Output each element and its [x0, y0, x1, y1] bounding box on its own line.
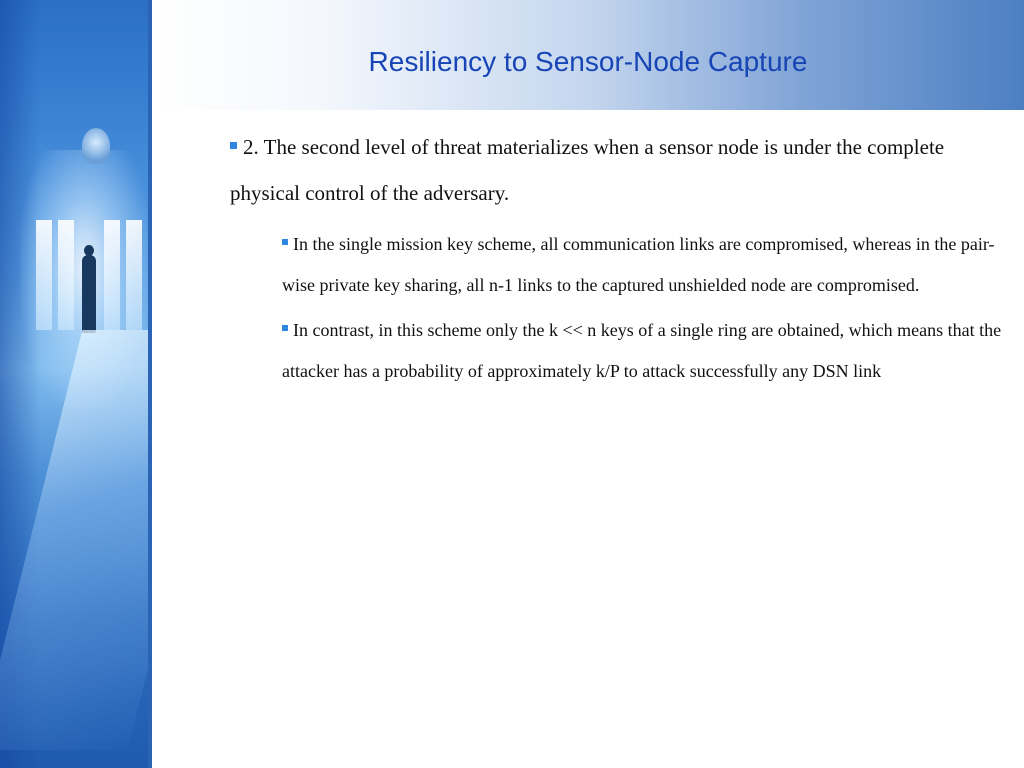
bullet-text: In contrast, in this scheme only the k << n keys of a single ring are obtained, which means that the attacker has a probability of approximately k/P to attack successfully any DSN link [282, 320, 1002, 381]
bullet-text: In the single mission key scheme, all communication links are compromised, whereas in the pair-wise private key sharing, all n-1 links to the captured unshielded node are compromised. [282, 234, 995, 295]
person-silhouette-icon [82, 255, 96, 333]
square-bullet-icon [282, 239, 288, 245]
bullet-level-2 [282, 224, 1010, 306]
bullet-text: 2. The second level of threat materializes when a sensor node is under the complete physical control of the adversary. [230, 135, 945, 205]
ceiling-lamp-icon [82, 128, 110, 164]
slide-content [230, 124, 1010, 392]
square-bullet-icon [282, 325, 288, 331]
slide-title: Resiliency to Sensor-Node Capture [368, 46, 808, 77]
bullet-level-1 [230, 124, 1010, 216]
bullet-level-2 [282, 310, 1010, 392]
square-bullet-icon [230, 142, 237, 149]
decorative-side-image [0, 0, 152, 768]
